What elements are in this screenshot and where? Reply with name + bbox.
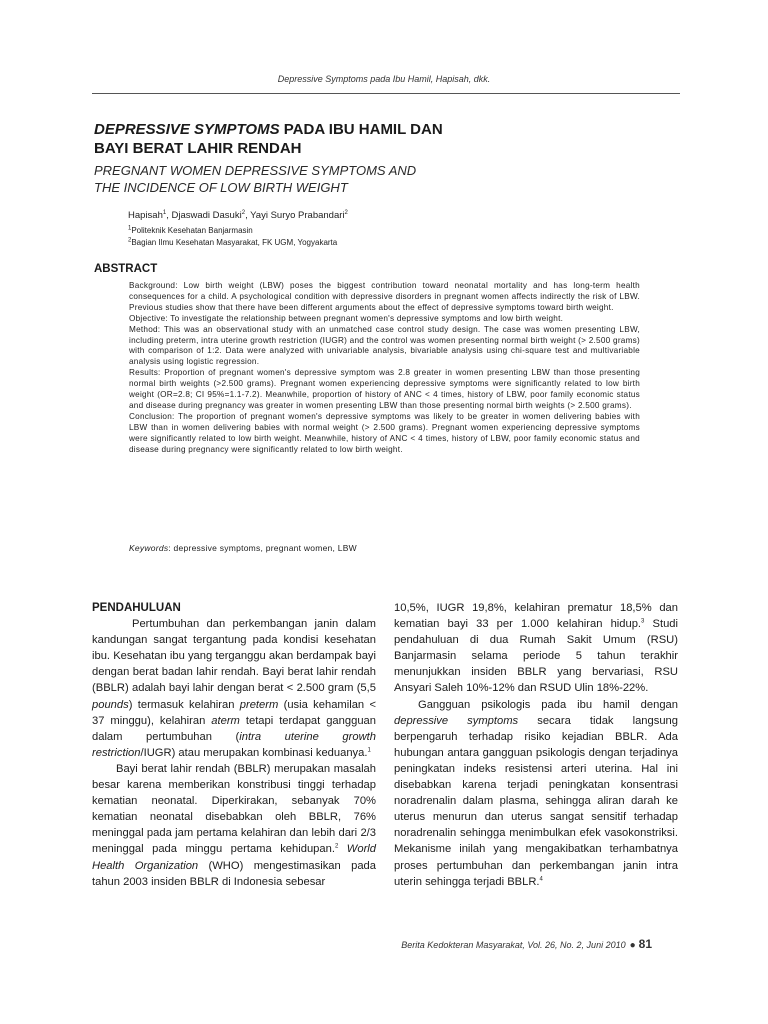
- author-affil-sup: 1: [162, 209, 167, 216]
- citation-ref: 1: [367, 747, 371, 754]
- section-heading: PENDAHULUAN: [92, 602, 181, 614]
- citation-ref: 3: [641, 618, 645, 625]
- article-title: [94, 120, 654, 158]
- bullet-icon: ●: [629, 940, 636, 951]
- journal-citation: Berita Kedokteran Masyarakat, Vol. 26, No. 2, Juni 2010: [401, 940, 626, 950]
- affiliation-text: Bagian Ilmu Kesehatan Masyarakat, FK UGM, Yogyakarta: [131, 238, 338, 247]
- text-run: ) termasuk kelahiran: [128, 698, 240, 711]
- subtitle-line2: THE INCIDENCE OF LOW BIRTH WEIGHT: [94, 180, 348, 195]
- running-head: Depressive Symptoms pada Ibu Hamil, Hapisah, dkk.: [277, 74, 491, 84]
- abstract-results: Results: Proportion of pregnant women's depressive symptom was 2.8 greater in women presenting LBW than those presenting normal birth weights (>2.500 grams). Pregnant women experiencing depressive symptoms were significantly related to low birth weight (OR=2.8; CI 95%=1.1-7.2). Meanwhile, proportion of history of ANC < 4 times, history of LBW, poor family economic status and disease during pregnancy was greater in women presenting LBW than those presenting normal birth weights (> 2.500 grams).: [129, 368, 640, 410]
- text-run: Pertumbuhan dan perkembangan janin dalam kandungan sangat tergantung pada kondisi kesehatan ibu. Kesehatan ibu yang terganggu akan berdampak bayi dengan berat badan lahir rendah. Bayi berat lahir rendah (BBLR) adalah bayi lahir dengan berat < 2.500 gram (5,5: [92, 618, 376, 695]
- text-run: tetapi terdapat gangguan dalam pertumbuhan (: [92, 714, 376, 743]
- keywords-label: Keywords: [129, 543, 169, 553]
- body-paragraph: [394, 697, 678, 890]
- article-subtitle: [94, 162, 654, 196]
- author-name: Yayi Suryo Prabandari: [250, 210, 345, 221]
- affiliation-sup: 1: [128, 225, 132, 232]
- affiliation-text: Politeknik Kesehatan Banjarmasin: [131, 226, 253, 235]
- text-run: (WHO) mengestimasikan pada tahun 2003 insiden BBLR di Indonesia sebesar: [92, 859, 376, 888]
- text-run: secara tidak langsung berpengaruh terhadap risiko kejadian BBLR. Ada hubungan antara gangguan psikologis dengan terjadinya peningkatan indeks resistensi arteri uterina. Hal ini disebabkan karena terjadi peningkatan konsentrasi noradrenalin dalam plasma, sehingga aliran darah ke uterus menurun dan uterus sangat sensitif terhadap noradrenalin sehingga menimbulkan efek vasokonstriksi. Mekanisme inilah yang mengakibatkan terhambatnya proses pertumbuhan dan perkembangan janin intra uterin sehingga terjadi BBLR.: [394, 714, 678, 888]
- text-run-italic: World Health Organization: [92, 843, 377, 872]
- text-run-italic: aterm: [211, 714, 240, 727]
- author-affil-sup: 2: [241, 209, 246, 216]
- text-run: (usia kehamilan < 37 minggu), kelahiran: [92, 698, 376, 727]
- abstract-heading: ABSTRACT: [94, 263, 158, 275]
- text-run-italic: preterm: [239, 698, 279, 711]
- affiliation-sup: 2: [128, 237, 132, 244]
- citation-ref: 2: [334, 843, 339, 850]
- abstract-conclusion: Conclusion: The proportion of pregnant women's depressive symptoms was likely to be greater in women delivering babies with LBW than in women delivering babies with normal weight (> 2.500 grams). Pregnant women experiencing depressive symptoms were significantly related to low birth weight. Meanwhile, history of ANC < 4 times, history of LBW, poor family economic status and disease during pregnancy were significantly related to low birth weight.: [129, 411, 640, 454]
- text-run: Studi pendahuluan di dua Rumah Sakit Umum (RSU) Banjarmasin selama periode 5 tahun terakhir menunjukkan insiden BBLR yang bervariasi, RSU Ansyari Saleh 10%-12% dan RSUD Ulin 18%-22%.: [394, 618, 678, 695]
- author-list: Hapisah$^1$, Djaswadi Dasuki$^2$, Yayi Suryo Prabandari$^2$: [128, 209, 348, 221]
- body-paragraph: [92, 761, 376, 890]
- abstract-method: Method: This was an observational study with an unmatched case control study design. The case was women presenting LBW, including preterm, intra uterine growth restriction (IUGR) and the control was women presenting normal birth weight (> 2.500 grams) with comparison of 1:2. Data were analyzed with univariable analysis, bivariable analysis using chi-square test and multivariable analysis using logistic regression.: [129, 324, 640, 367]
- citation-ref: 4: [539, 875, 543, 882]
- title-line2: BAYI BERAT LAHIR RENDAH: [94, 140, 302, 157]
- abstract-objective: Objective: To investigate the relationship between pregnant women's depressive symptoms and low birth weight.: [129, 313, 564, 323]
- body-paragraph: [92, 616, 376, 761]
- text-run-italic: pounds: [92, 698, 129, 711]
- title-italic-part: DEPRESSIVE SYMPTOMS: [94, 121, 280, 138]
- text-run-italic: intra uterine growth restriction: [92, 730, 376, 759]
- text-run: 10,5%, IUGR 19,8%, kelahiran prematur 18,5% dan kematian bayi 33 per 1.000 kelahiran hidup.: [394, 602, 678, 631]
- header-rule: [92, 93, 680, 94]
- text-run: /IUGR) atau merupakan kombinasi keduanya.: [140, 746, 368, 759]
- abstract-body: [129, 281, 640, 456]
- abstract-background: Background: Low birth weight (LBW) poses the biggest contribution toward neonatal mortality and has long-term health consequences for a child. A psychological condition with depressive disorders in pregnant women affects indirectly the risk of LBW. Previous studies show that there have been different arguments about the effect of depressive symptoms toward birth weight.: [129, 281, 640, 312]
- author-name: Djaswadi Dasuki: [171, 210, 242, 221]
- subtitle-line1: PREGNANT WOMEN DEPRESSIVE SYMPTOMS AND: [94, 163, 417, 178]
- text-run-italic: depressive symptoms: [394, 714, 519, 727]
- text-run: Gangguan psikologis pada ibu hamil dengan: [418, 698, 678, 711]
- body-paragraph: [394, 600, 678, 697]
- body-column-left: [92, 600, 376, 890]
- title-line1-rest: PADA IBU HAMIL DAN: [279, 121, 443, 138]
- author-affil-sup: 2: [344, 209, 348, 216]
- affiliation-2: [128, 238, 628, 247]
- affiliation-1: [128, 226, 628, 235]
- page-footer: [401, 937, 652, 951]
- page-number: 81: [638, 937, 652, 951]
- keywords-value: : depressive symptoms, pregnant women, LBW: [168, 543, 357, 553]
- author-name: Hapisah: [128, 210, 163, 221]
- body-column-right: [394, 600, 678, 890]
- keywords: [129, 543, 640, 553]
- text-run: Bayi berat lahir rendah (BBLR) merupakan masalah besar karena memberikan konstribusi tinggi terhadap kematian neonatal. Diperkirakan, sebanyak 70% kematian neonatal disebabkan oleh BBLR, 76% meninggal pada jam pertama kelahiran dan lebih dari 2/3 meninggal pada minggu pertama kehidupan.: [92, 762, 376, 856]
